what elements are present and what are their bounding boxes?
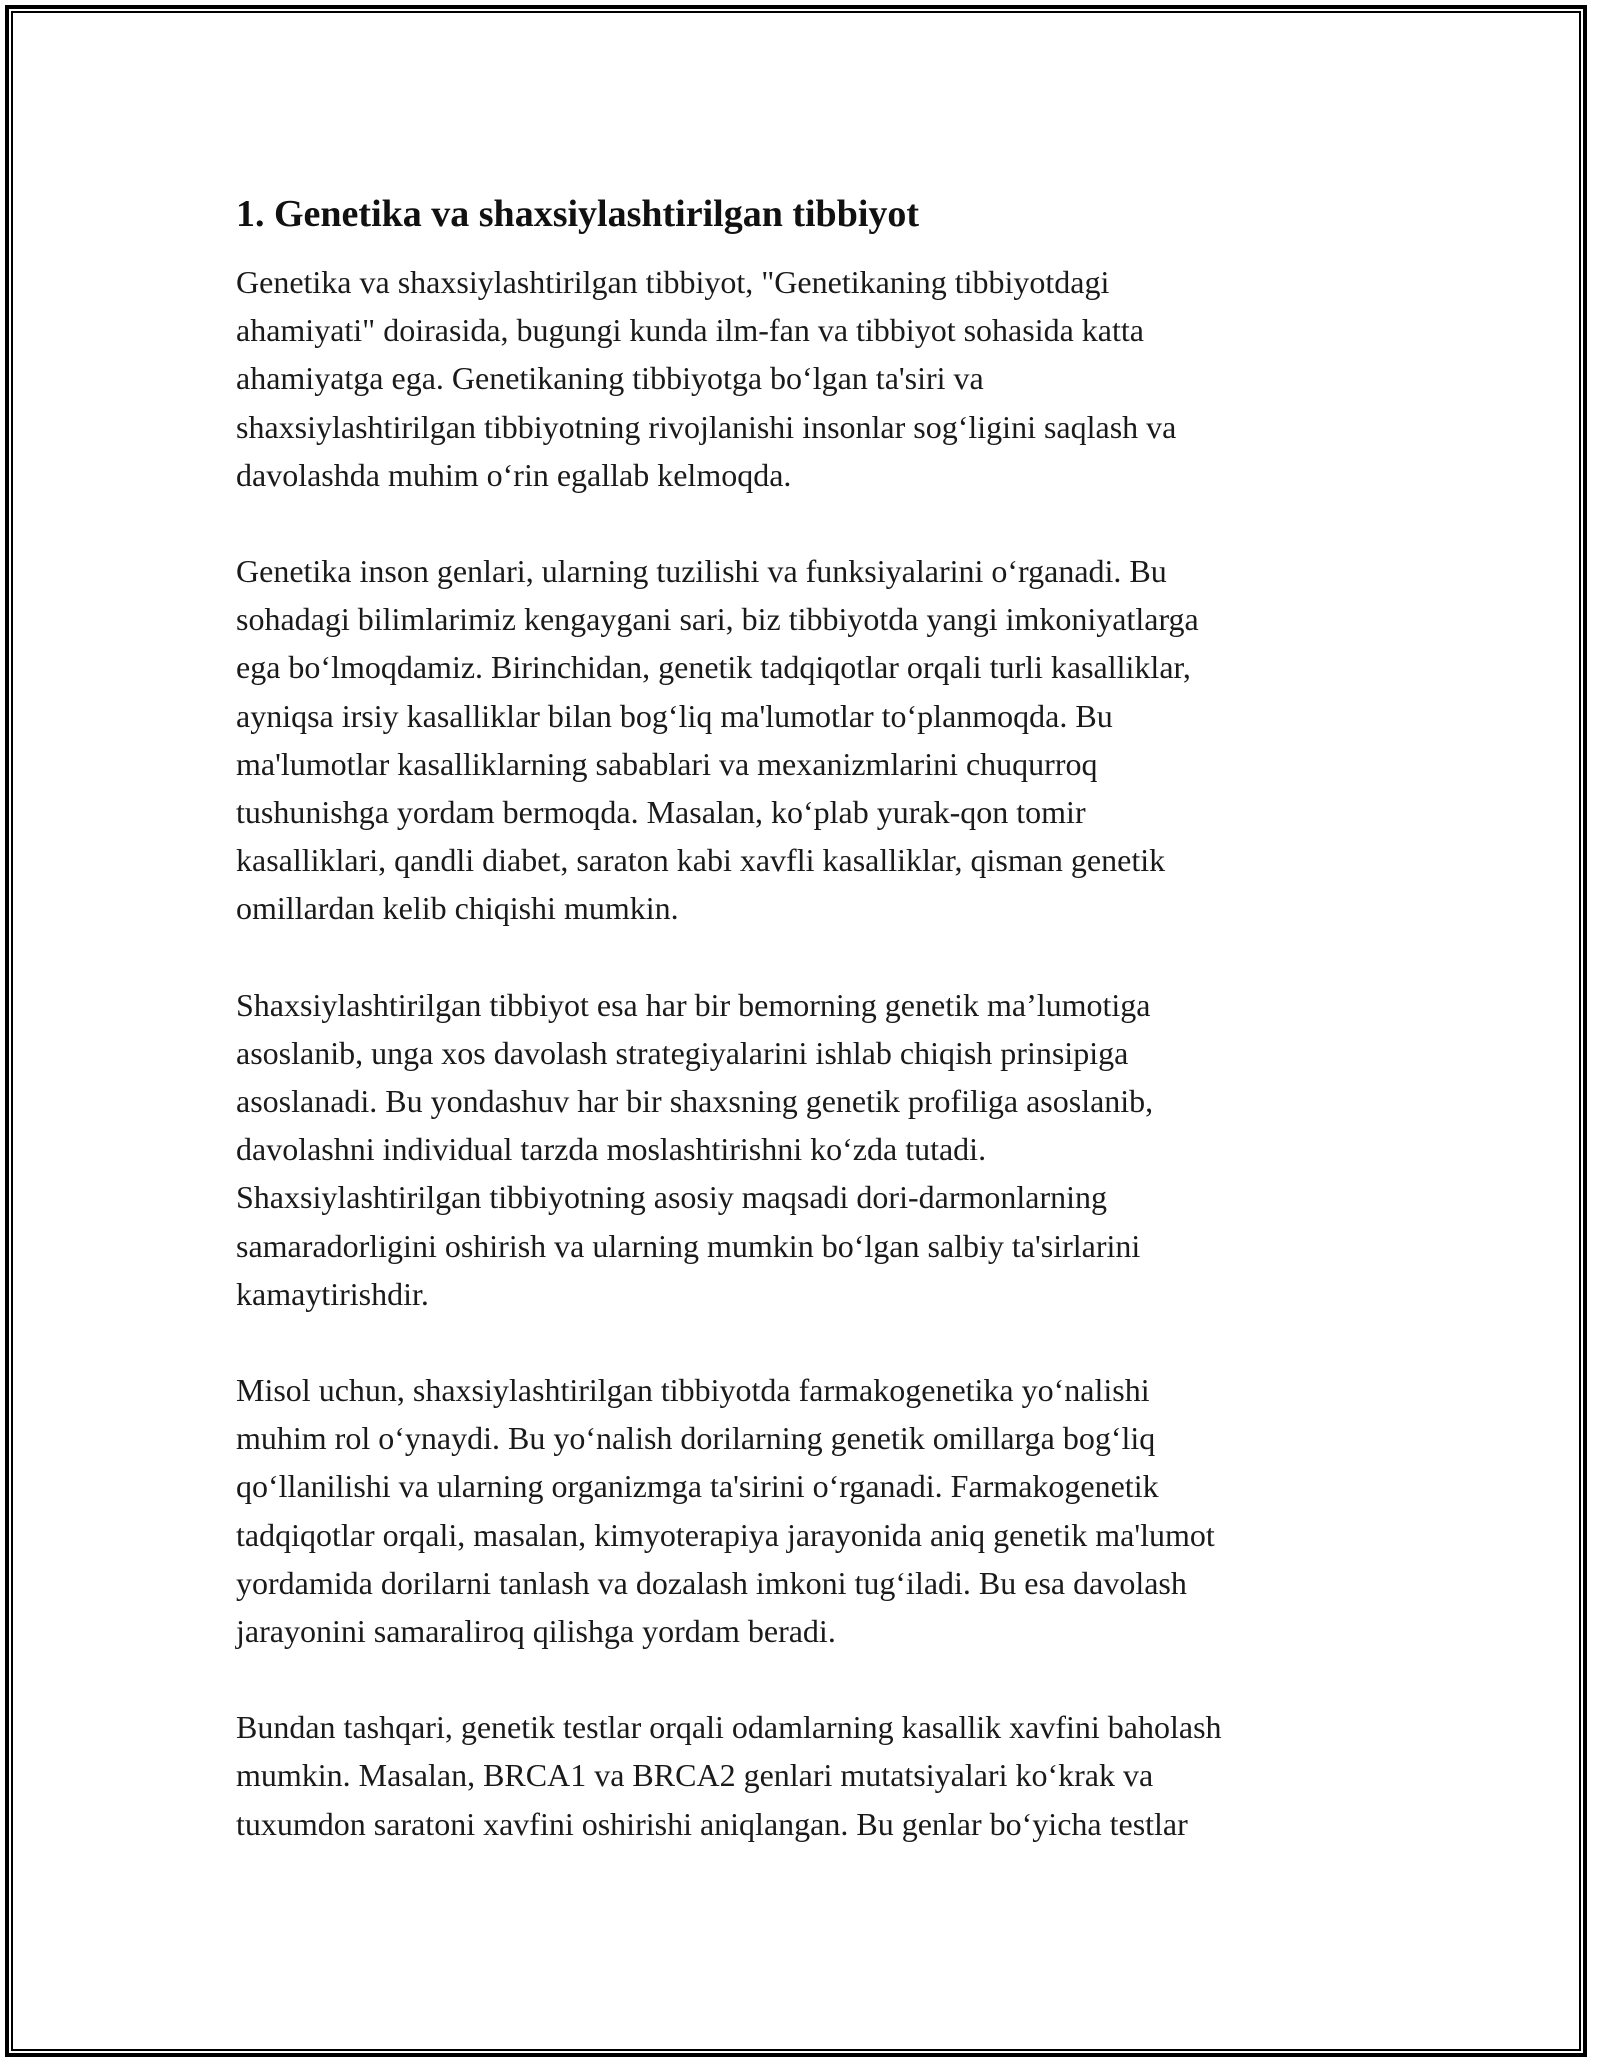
text-line: ahamiyati" doirasida, bugungi kunda ilm-fan va tibbiyot sohasida katta xyxy=(236,312,1144,349)
text-line: kamaytirishdir. xyxy=(236,1275,429,1312)
text-line: ma'lumotlar kasalliklarning sabablari va mexanizmlarini chuqurroq xyxy=(236,745,1098,782)
text-line: muhim rol o‘ynaydi. Bu yo‘nalish dorilarning genetik omillarga bog‘liq xyxy=(236,1420,1156,1457)
text-line: jarayonini samaraliroq qilishga yordam beradi. xyxy=(236,1613,836,1650)
section-heading: 1. Genetika va shaxsiylashtirilgan tibbiyot xyxy=(236,193,920,235)
text-line: davolashni individual tarzda moslashtirishni ko‘zda tutadi. xyxy=(236,1131,987,1168)
paragraph-5 xyxy=(236,1703,1376,1848)
text-line: ayniqsa irsiy kasalliklar bilan bog‘liq ma'lumotlar to‘planmoqda. Bu xyxy=(236,697,1113,734)
text-line: mumkin. Masalan, BRCA1 va BRCA2 genlari mutatsiyalari ko‘krak va xyxy=(236,1757,1154,1794)
text-line: Shaxsiylashtirilgan tibbiyotning asosiy maqsadi dori-darmonlarning xyxy=(236,1179,1107,1216)
text-line: samaradorligini oshirish va ularning mumkin bo‘lgan salbiy ta'sirlarini xyxy=(236,1227,1141,1264)
text-line: Misol uchun, shaxsiylashtirilgan tibbiyotda farmakogenetika yo‘nalishi xyxy=(236,1372,1150,1409)
text-line: asoslanadi. Bu yondashuv har bir shaxsning genetik profiliga asoslanib, xyxy=(236,1083,1154,1120)
text-line: davolashda muhim o‘rin egallab kelmoqda. xyxy=(236,456,792,493)
document-body xyxy=(236,188,1376,1896)
paragraph-2 xyxy=(236,547,1376,933)
text-line: yordamida dorilarni tanlash va dozalash imkoni tug‘iladi. Bu esa davolash xyxy=(236,1564,1187,1601)
text-line: qo‘llanilishi va ularning organizmga ta'sirini o‘rganadi. Farmakogenetik xyxy=(236,1468,1159,1505)
text-line: Genetika va shaxsiylashtirilgan tibbiyot, "Genetikaning tibbiyotdagi xyxy=(236,264,1110,300)
text-line: ega bo‘lmoqdamiz. Birinchidan, genetik tadqiqotlar orqali turli kasalliklar, xyxy=(236,649,1191,686)
paragraph-4 xyxy=(236,1366,1376,1655)
text-line: kasalliklari, qandli diabet, saraton kabi xavfli kasalliklar, qisman genetik xyxy=(236,842,1166,879)
text-line: Bundan tashqari, genetik testlar orqali odamlarning kasallik xavfini baholash xyxy=(236,1709,1222,1746)
text-line: tushunishga yordam bermoqda. Masalan, ko‘plab yurak-qon tomir xyxy=(236,794,1086,831)
text-line: tuxumdon saratoni xavfini oshirishi aniqlangan. Bu genlar bo‘yicha testlar xyxy=(236,1805,1188,1842)
text-line: tadqiqotlar orqali, masalan, kimyoterapiya jarayonida aniq genetik ma'lumot xyxy=(236,1516,1215,1553)
text-line: Genetika inson genlari, ularning tuzilishi va funksiyalarini o‘rganadi. Bu xyxy=(236,553,1167,590)
text-line: omillardan kelib chiqishi mumkin. xyxy=(236,890,679,927)
paragraph-3 xyxy=(236,981,1376,1318)
text-line: shaxsiylashtirilgan tibbiyotning rivojlanishi insonlar sog‘ligini saqlash va xyxy=(236,408,1177,445)
text-line: sohadagi bilimlarimiz kengaygani sari, biz tibbiyotda yangi imkoniyatlarga xyxy=(236,601,1199,638)
text-line: Shaxsiylashtirilgan tibbiyot esa har bir bemorning genetik ma’lumotiga xyxy=(236,986,1151,1023)
paragraph-1 xyxy=(236,258,1376,499)
text-line: ahamiyatga ega. Genetikaning tibbiyotga bo‘lgan ta'siri va xyxy=(236,360,984,397)
text-line: asoslanib, unga xos davolash strategiyalarini ishlab chiqish prinsipiga xyxy=(236,1034,1129,1071)
